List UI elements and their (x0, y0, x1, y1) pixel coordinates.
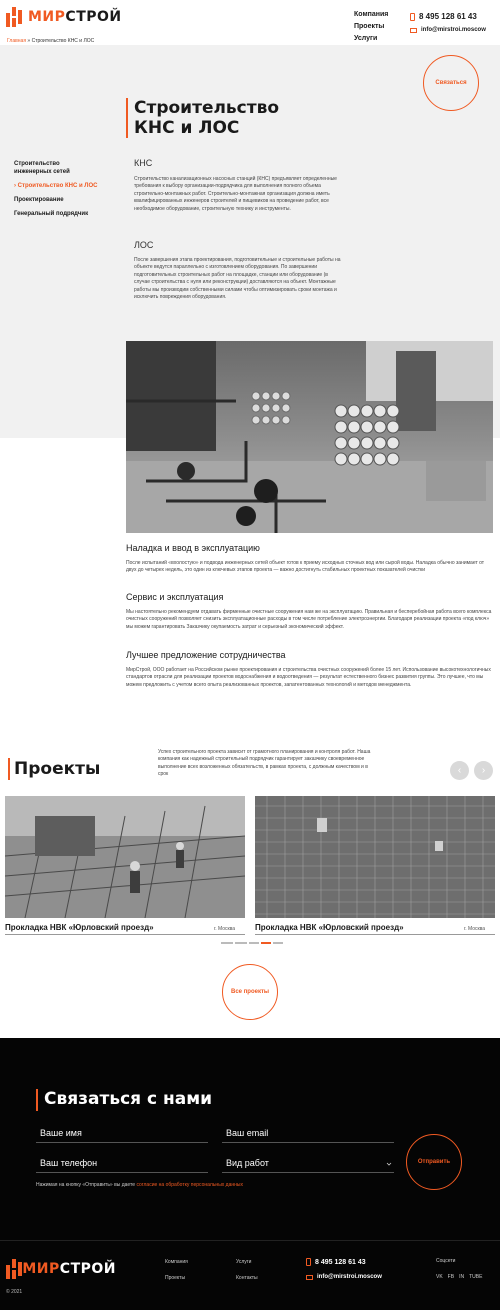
logo-mark-icon (6, 1259, 18, 1279)
plant-photo (126, 341, 493, 533)
project-card-title[interactable]: Прокладка НВК «Юрловский проезд» (255, 923, 404, 932)
sidebar-item-label: инженерных сетей (14, 169, 70, 175)
footer-email-text: info@mirstroi.moscow (317, 1274, 382, 1280)
footer-link-services[interactable]: Услуги (236, 1259, 252, 1265)
sidebar (14, 160, 114, 224)
social-title: Соцсети (436, 1258, 456, 1264)
footer-logo[interactable] (6, 1258, 116, 1280)
projects-title: Проекты (14, 759, 101, 779)
plant-photo-image (126, 341, 493, 533)
pagination-dot[interactable] (273, 942, 283, 944)
work-type-select[interactable] (222, 1158, 394, 1173)
pagination-dot-active[interactable] (261, 942, 271, 944)
chevron-right-icon: › (481, 765, 486, 776)
nav-item-services[interactable]: Услуги (354, 35, 378, 42)
consent-link[interactable]: согласие на обработку персональных данных (136, 1182, 243, 1188)
phone-icon (306, 1258, 311, 1266)
setup-text: После испытаний «вхолостую» и подвода инженерных сетей объект готов к приему исходных сточных вод или сырой воды. Наладка обычно занимает от двух до четырех недель, это один из ключевых этапов проекта — важно достигнуть стабильных проектных показателей очистки (126, 560, 485, 574)
contact-accent-bar (36, 1089, 38, 1111)
logo-mark-icon (6, 7, 24, 27)
pagination-dot[interactable] (249, 942, 259, 944)
work-type-label: Вид работ (226, 1158, 269, 1168)
sidebar-item-design[interactable] (14, 196, 114, 204)
footer-link-projects[interactable]: Проекты (165, 1275, 186, 1281)
header-phone[interactable] (410, 12, 486, 21)
mail-icon (306, 1275, 313, 1280)
phone-icon (410, 13, 415, 21)
project-card-image[interactable] (5, 796, 245, 918)
consent-text (36, 1182, 243, 1188)
logo-text-part1: МИР (22, 1261, 60, 1277)
carousel-pagination (221, 942, 283, 944)
footer-phone[interactable] (306, 1258, 366, 1266)
header-phone-text: 8 495 128 61 43 (419, 12, 477, 21)
header-contacts (410, 12, 486, 33)
footer-link-contacts[interactable]: Контакты (236, 1275, 258, 1281)
sidebar-item-networks[interactable] (14, 160, 114, 176)
instagram-icon[interactable]: IN (459, 1274, 465, 1280)
name-field[interactable]: Ваше имя (36, 1128, 208, 1143)
submit-button[interactable]: Отправить (406, 1134, 462, 1190)
projects-accent-bar (8, 758, 10, 780)
nav-item-company[interactable]: Компания (354, 11, 389, 18)
prev-arrow-button[interactable] (450, 761, 469, 780)
los-heading: ЛОС (134, 240, 154, 250)
facebook-icon[interactable]: FB (447, 1274, 455, 1280)
los-text: После завершения этапа проектирования, подготовительные и строительные работы на объекте ведутся параллельно с изготовлением оборудования. По завершении подготовительных строительных работ на площадке, станции или оборудование (в случае строительства с нуля или реконструкции) доставляются на объект. Монтажные работы мы производим собственными силами чтобы оптимизировать сроки монтажа и исключить повреждения оборудования. (134, 257, 341, 301)
project-card-image[interactable] (255, 796, 495, 918)
sidebar-item-kns-los[interactable] (14, 182, 114, 190)
pagination-dot[interactable] (235, 942, 247, 944)
contact-title: Связаться с нами (44, 1089, 213, 1109)
pagination-dot[interactable] (221, 942, 233, 944)
page-title-line1: Строительство (134, 98, 280, 118)
page-title (134, 98, 334, 138)
social-links (436, 1274, 482, 1280)
projects-description: Успех строительного проекта зависит от грамотного планирования и контроля работ. Наша компания как надежный строительный подрядчик гарантирует заказчику своевременное выполнение всех возложенных обязательств, в рамках проекта, с должным качеством и в срок (158, 749, 371, 778)
footer-phone-text: 8 495 128 61 43 (315, 1258, 366, 1266)
nav-item-projects[interactable]: Проекты (354, 23, 385, 30)
all-projects-button[interactable]: Все проекты (222, 964, 278, 1020)
project-photo-1 (5, 796, 245, 918)
page-title-line2: КНС и ЛОС (134, 118, 240, 138)
logo-text-part2: СТРОЙ (65, 9, 122, 25)
kns-heading: КНС (134, 158, 153, 168)
phone-field[interactable]: Ваш телефон (36, 1158, 208, 1173)
chevron-right-icon: › (14, 183, 16, 189)
footer-email[interactable] (306, 1274, 382, 1280)
sidebar-item-general-contractor[interactable] (14, 210, 114, 218)
next-arrow-button[interactable] (474, 761, 493, 780)
offer-text: МирСтрой, ООО работает на Российском рынке проектирования и строительства очистных сооружений более 15 лет. Использование высокотехнологичных стандартов отрасли для реализации проектов водоснабжения и водоотведения — результат естественного бизнес развития группы. Это лучшее, что мы можем предложить с учетом всего опыта реализованных проектов, запатентованных технологий и методов менеджмента. (126, 667, 491, 688)
header-email[interactable] (410, 27, 486, 33)
header-email-text: info@mirstroi.moscow (421, 27, 486, 33)
breadcrumb-separator: » (26, 38, 32, 44)
breadcrumb (7, 38, 94, 44)
chevron-left-icon: ‹ (457, 765, 462, 776)
logo-text-part1: МИР (28, 9, 66, 25)
copyright: © 2021 (6, 1289, 23, 1295)
contact-button[interactable]: Связаться (423, 55, 479, 111)
logo[interactable] (6, 6, 126, 28)
logo-text-part2: СТРОЙ (59, 1261, 116, 1277)
footer-divider (0, 1240, 500, 1241)
sidebar-item-label: Генеральный подрядчик (14, 211, 89, 217)
mail-icon (410, 28, 417, 33)
project-photo-2 (255, 796, 495, 918)
footer-link-company[interactable]: Компания (165, 1259, 188, 1265)
setup-heading: Наладка и ввод в эксплуатацию (126, 543, 260, 553)
sidebar-item-label: Проектирование (14, 197, 64, 203)
card-divider (5, 934, 245, 935)
service-heading: Сервис и эксплуатация (126, 592, 224, 602)
offer-heading: Лучшее предложение сотрудничества (126, 650, 286, 660)
project-card-city: г. Москва (464, 926, 486, 932)
title-accent-bar (126, 98, 128, 138)
youtube-icon[interactable]: TUBE (469, 1274, 483, 1280)
breadcrumb-home[interactable]: Главная (7, 38, 27, 44)
email-field[interactable]: Ваш email (222, 1128, 394, 1143)
project-card-city: г. Москва (214, 926, 236, 932)
kns-text: Строительство канализационных насосных станций (КНС) предъявляет определенные требования к выбору организации-подрядчика для выполнения полного объема строительно-монтажных работ. Строительно-монтажная организация должна иметь квалифицированных инженеров строителей и пищевиков на проведение работ, все необходимое оборудование, строительную технику и инструменты. (134, 176, 337, 212)
sidebar-item-label: Строительство (14, 161, 60, 167)
breadcrumb-current: Строительство КНС и ЛОС (31, 38, 95, 44)
project-card-title[interactable]: Прокладка НВК «Юрловский проезд» (5, 923, 154, 932)
service-text: Мы настоятельно рекомендуем отдавать фирменные очистные сооружения нам же на эксплуатацию. Правильная и бесперебойная работа всего комплекса очистных сооружений позволяет снизить эксплуатационные расходы в том числе потребление электроэнергии. Благодаря реализации проекта «под ключ» мы можем гарантировать Заказчику окупаемость затрат и серьезный экономический эффект. (126, 609, 492, 630)
sidebar-item-label: Строительство КНС и ЛОС (17, 183, 98, 189)
card-divider (255, 934, 495, 935)
consent-prefix: Нажимая на кнопку «Отправить» вы даете (36, 1182, 137, 1188)
chevron-down-icon (386, 1161, 392, 1167)
vk-icon[interactable]: VK (436, 1274, 443, 1280)
